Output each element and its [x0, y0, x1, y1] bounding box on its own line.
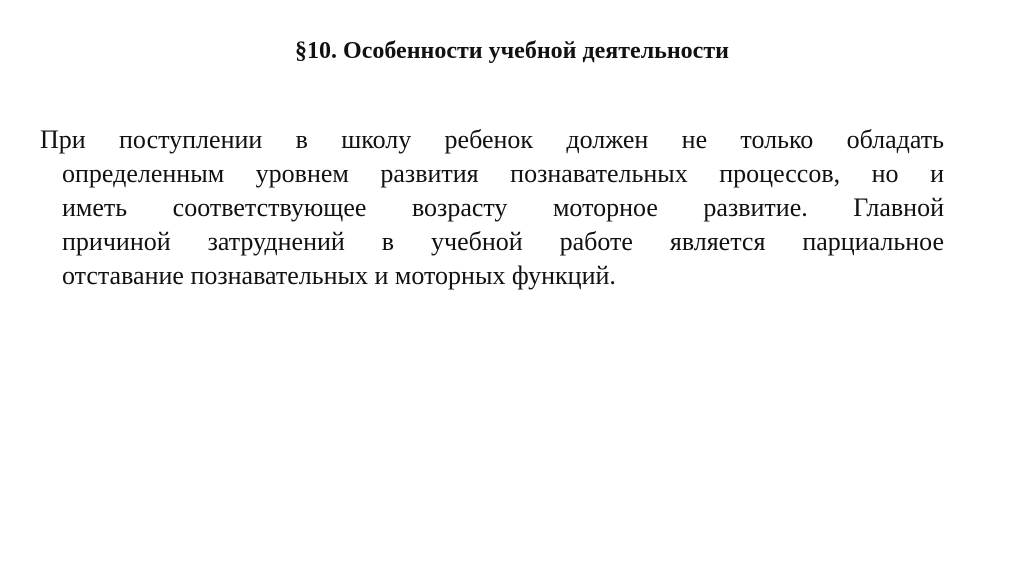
- paragraph-line-1: При поступлении в школу ребенок должен не только обладать: [40, 125, 944, 154]
- paragraph-line-5: отставание познавательных и моторных функций.: [62, 261, 616, 290]
- slide-title: §10. Особенности учебной деятельности: [295, 38, 729, 64]
- paragraph-line-4: причиной затруднений в учебной работе является парциальное: [62, 227, 944, 256]
- paragraph-line-3: иметь соответствующее возрасту моторное развитие. Главной: [62, 193, 944, 222]
- body-paragraph: [40, 123, 944, 293]
- paragraph-line-2: определенным уровнем развития познавательных процессов, но и: [62, 159, 944, 188]
